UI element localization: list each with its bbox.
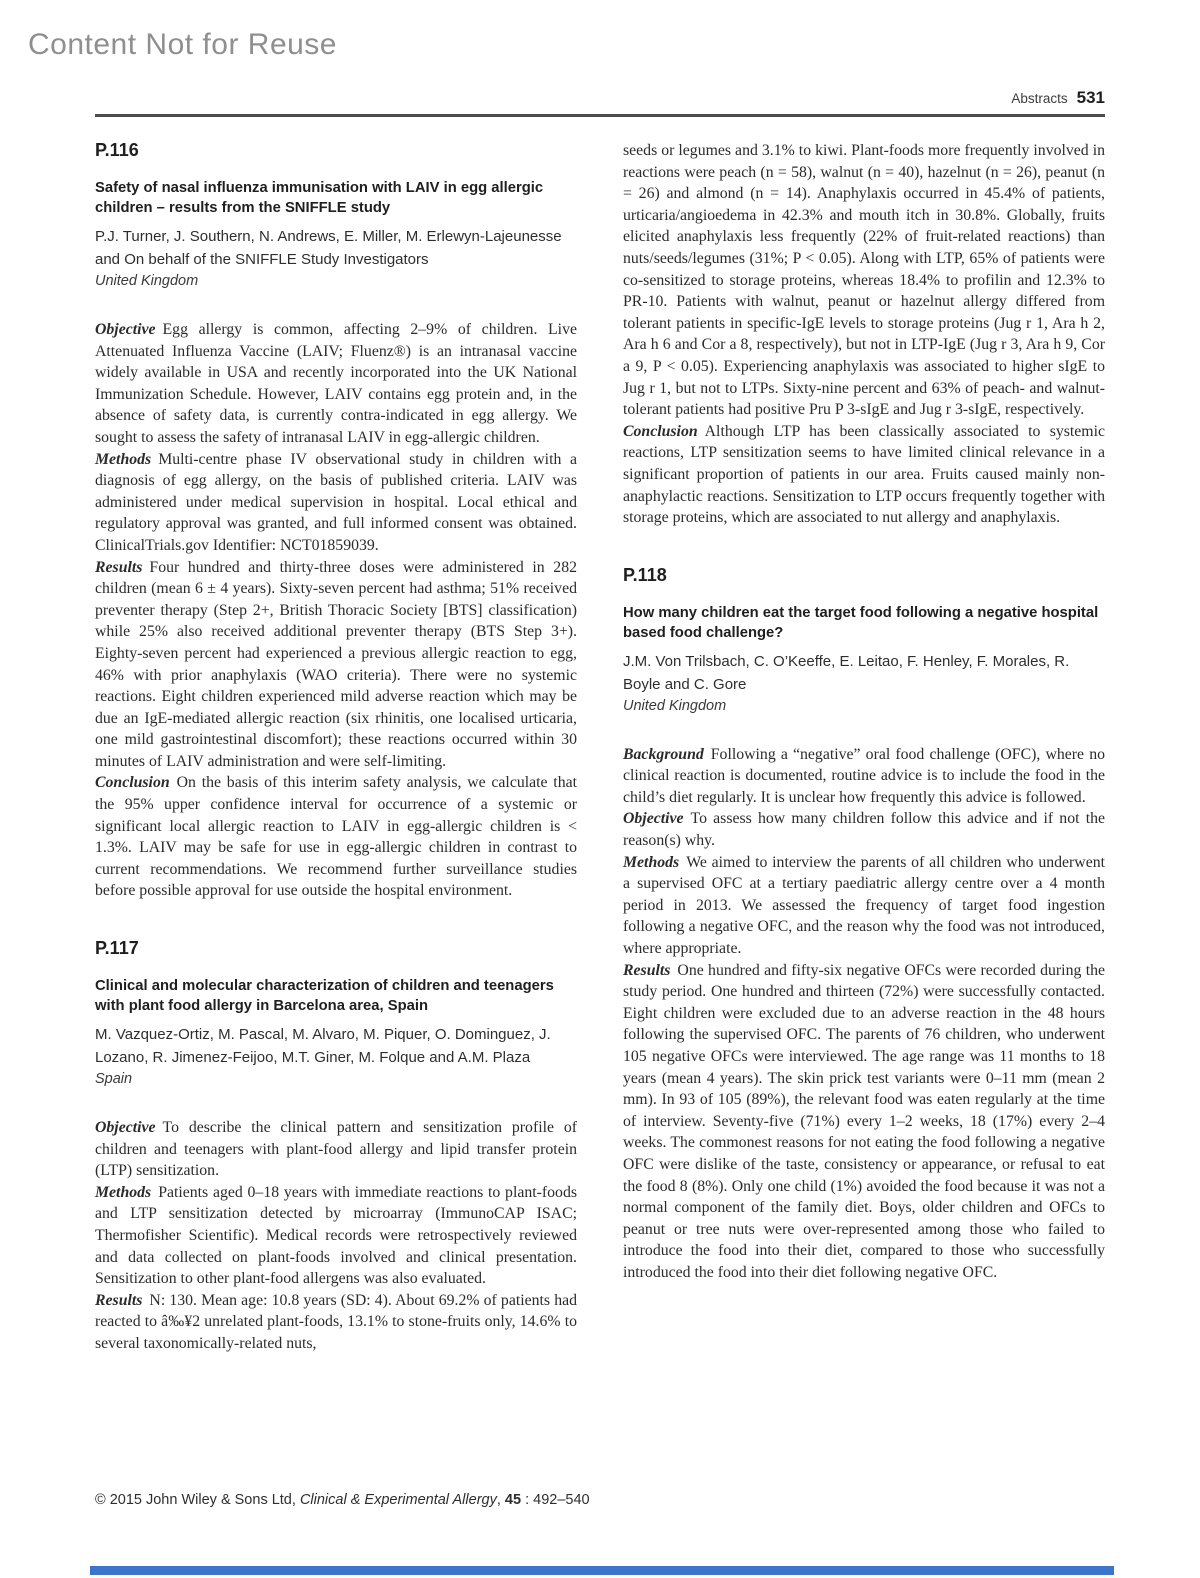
two-column-layout	[95, 140, 1105, 1391]
conclusion-label: Conclusion	[95, 774, 170, 792]
objective-text: To assess how many children follow this advice and if not the reason(s) why.	[623, 810, 1105, 850]
results-text-part2: seeds or legumes and 3.1% to kiwi. Plant-foods more frequently involved in reactions were peach (n = 58), walnut (n = 40), hazelnut (n = 26), peanut (n = 26) and almond (n = 14). Anaphylaxis occurred in 45.4% of patients, urticaria/angioedema in 42.3% and mouth itch in 30.8%. Globally, fruits elicited anaphylaxis less frequently (22% of fruit-related reactions) than nuts/seeds/legumes (31%; P < 0.05). Along with LTP, 65% of patients were co-sensitized to storage proteins, whereas 18.4% to profilin and 12.3% to PR-10. Patients with walnut, peanut or hazelnut allergy differed from tolerant patients in specific-IgE levels to storage proteins (Jug r 1, Ara h 2, Ara h 6 and Cor a 8, respectively), but not in LTP-IgE (Jug r 3, Ara h 9, Cor a 9, P < 0.05). Experiencing anaphylaxis was associated to higher sIgE to Jug r 1, but not to LTPs. Sixty-nine percent and 63% of peach- and walnut-tolerant patients had positive Pru P 3-sIgE and Jug r 3-sIgE, respectively.	[623, 142, 1105, 419]
paragraph-methods	[95, 1182, 577, 1290]
paragraph-objective	[623, 808, 1105, 851]
results-text: One hundred and fifty-six negative OFCs were recorded during the study period. One hundred and thirteen (72%) were successfully contacted. Eight children were excluded due to an adverse reaction in the 48 hours following the supervised OFC. The parents of 76 children, who underwent 105 negative OFCs were interviewed. The age range was 11 months to 18 years (mean 4 years). The skin prick test variants were 0–11 mm (mean 2 mm). In 93 of 105 (89%), the relevant food was eaten regularly at the time of interview. Seventy-five (71%) every 1–2 weeks, 18 (17%) every 2–4 weeks. The commonest reasons for not eating the food following a negative OFC were dislike of the taste, consistency or appearance, or refusal to eat the food 8 (8%). Only one child (1%) avoided the food because it was not a normal component of the family diet. Boys, older children and OFCs to peanut or tree nuts were over-represented among those who failed to introduce the food into their diet, compared to those who successfully introduced the food into their diet following negative OFC.	[623, 961, 1105, 1281]
paragraph-conclusion	[623, 421, 1105, 529]
abstract-authors: P.J. Turner, J. Southern, N. Andrews, E. Miller, M. Erlewyn-Lajeunesse and On behalf of the SNIFFLE Study Investigators	[95, 228, 562, 268]
abstract-authors: J.M. Von Trilsbach, C. O’Keeffe, E. Leitao, F. Henley, F. Morales, R. Boyle and C. Gore	[623, 652, 1070, 693]
paragraph-results	[95, 557, 577, 773]
paragraph-methods	[95, 449, 577, 557]
abstract-p117	[95, 938, 577, 1355]
conclusion-text: On the basis of this interim safety analysis, we calculate that the 95% upper confidence interval for occurrence of a systemic or significant local allergic reaction to LAIV in egg-allergic children is < 1.3%. LAIV may be safe for use in egg-allergic children in contrast to current recommendations. We recommend further surveillance studies before possible approval for use outside the hospital environment.	[95, 774, 577, 900]
abstract-id: P.118	[623, 564, 667, 585]
methods-label: Methods	[95, 450, 152, 468]
abstract-body	[623, 744, 1105, 1284]
paragraph-background	[623, 744, 1105, 809]
abstract-body	[95, 1117, 577, 1355]
abstract-country: United Kingdom	[95, 273, 199, 289]
methods-label: Methods	[623, 853, 680, 871]
watermark-text: Content Not for Reuse	[28, 28, 337, 61]
results-label: Results	[95, 558, 143, 576]
bottom-blue-bar	[90, 1566, 1114, 1575]
objective-text: Egg allergy is common, affecting 2–9% of children. Live Attenuated Influenza Vaccine (LAIV; Fluenz®) is an intranasal vaccine widely available in USA and recently incorporated into the UK National Immunization Schedule. However, LAIV contains egg protein and, in the absence of safety data, is currently contra-indicated in egg allergy. We sought to assess the safety of intranasal LAIV in egg-allergic children.	[95, 321, 577, 446]
left-column	[95, 140, 577, 1391]
abstract-id: P.116	[95, 140, 139, 160]
abstract-p116	[95, 140, 577, 902]
paragraph-results-part2	[623, 140, 1105, 421]
paragraph-conclusion	[95, 772, 577, 902]
footer-pages: : 492–540	[521, 1492, 590, 1508]
right-column	[623, 140, 1105, 1391]
results-text: Four hundred and thirty-three doses were administered in 282 children (mean 6 ± 4 years). Sixty-seven percent had asthma; 51% received preventer therapy (Step 2+, British Thoracic Society [BTS] classification) while 25% also received additional preventer therapy (BTS Step 3+). Eighty-seven percent had experienced a previous allergic reaction to egg, 46% with prior anaphylaxis (WAO criteria). There were no systemic reactions. Eight children experienced mild adverse reaction which may be due an IgE-mediated allergic reaction (six rhinitis, one localised urticaria, one mild gastrointestinal discomfort); these reactions occurred within 30 minutes of LAIV administration and were self-limiting.	[95, 558, 577, 770]
abstract-body-continued	[623, 140, 1105, 529]
abstract-title: How many children eat the target food following a negative hospital based food challenge?	[623, 604, 1099, 641]
paragraph-results	[623, 960, 1105, 1284]
footer-sep: ,	[496, 1492, 505, 1508]
objective-label: Objective	[95, 321, 156, 338]
results-label: Results	[95, 1291, 143, 1309]
objective-text: To describe the clinical pattern and sensitization profile of children and teenagers with plant-food allergy and lipid transfer protein (LTP) sensitization.	[95, 1119, 577, 1180]
background-label: Background	[623, 745, 704, 763]
objective-label: Objective	[623, 810, 684, 828]
abstract-country: United Kingdom	[623, 697, 727, 714]
running-head	[1011, 88, 1105, 108]
journal-name: Clinical & Experimental Allergy	[299, 1492, 497, 1508]
results-label: Results	[623, 961, 671, 979]
running-head-label: Abstracts	[1011, 91, 1068, 106]
results-text-part1: N: 130. Mean age: 10.8 years (SD: 4). About 69.2% of patients had reacted to â‰¥2 unrelated plant-foods, 13.1% to stone-fruits only, 14.6% to several taxonomically-related nuts,	[95, 1291, 577, 1352]
footer-prefix: © 2015 John Wiley & Sons Ltd,	[95, 1492, 300, 1508]
abstract-title: Safety of nasal influenza immunisation with LAIV in egg allergic children – results from the SNIFFLE study	[95, 180, 544, 216]
journal-volume: 45	[504, 1492, 522, 1508]
objective-label: Objective	[95, 1119, 156, 1137]
conclusion-label: Conclusion	[623, 422, 698, 440]
abstract-body	[95, 319, 577, 902]
abstract-p117-continued	[623, 140, 1105, 529]
methods-text: We aimed to interview the parents of all children who underwent a supervised OFC at a tertiary paediatric allergy centre over a 4 month period in 2013. We assessed the frequency of target food ingestion following a negative OFC, and the reason why the food was not introduced, where appropriate.	[623, 853, 1105, 958]
paragraph-results-part1	[95, 1290, 577, 1355]
conclusion-text: Although LTP has been classically associated to systemic reactions, LTP sensitization seems to have limited clinical relevance in a significant proportion of patients in our area. Fruits caused mainly non-anaphylactic reactions. Sensitization to LTP occurs frequently together with storage proteins, which are associated to nut allergy and anaphylaxis.	[623, 422, 1105, 527]
methods-text: Multi-centre phase IV observational study in children with a diagnosis of egg allergy, on the basis of published criteria. LAIV was administered under medical supervision in hospital. Local ethical and regulatory approval was granted, and full informed consent was obtained. ClinicalTrials.gov Identifier: NCT01859039.	[95, 450, 577, 554]
paragraph-objective	[95, 1117, 577, 1182]
methods-label: Methods	[95, 1183, 152, 1201]
abstract-country: Spain	[95, 1071, 133, 1088]
paragraph-methods	[623, 852, 1105, 960]
abstract-id: P.117	[95, 938, 139, 959]
background-text: Following a “negative” oral food challenge (OFC), where no clinical reaction is documented, routine advice is to include the food in the child’s diet regularly. It is unclear how frequently this advice is followed.	[623, 745, 1105, 806]
copyright-footer	[95, 1492, 590, 1508]
page-number: 531	[1076, 88, 1105, 107]
paragraph-objective	[95, 319, 577, 449]
methods-text: Patients aged 0–18 years with immediate reactions to plant-foods and LTP sensitization detected by microarray (ImmunoCAP ISAC; Thermofisher Scientific). Medical records were retrospectively reviewed and data collected on plant-foods involved and clinical presentation. Sensitization to other plant-food allergens was also evaluated.	[95, 1183, 577, 1288]
abstract-p118	[623, 565, 1105, 1284]
header-rule	[95, 114, 1105, 117]
abstract-authors: M. Vazquez-Ortiz, M. Pascal, M. Alvaro, M. Piquer, O. Dominguez, J. Lozano, R. Jimenez-Feijoo, M.T. Giner, M. Folque and A.M. Plaza	[95, 1026, 551, 1067]
abstract-title: Clinical and molecular characterization of children and teenagers with plant food allergy in Barcelona area, Spain	[95, 978, 554, 1015]
